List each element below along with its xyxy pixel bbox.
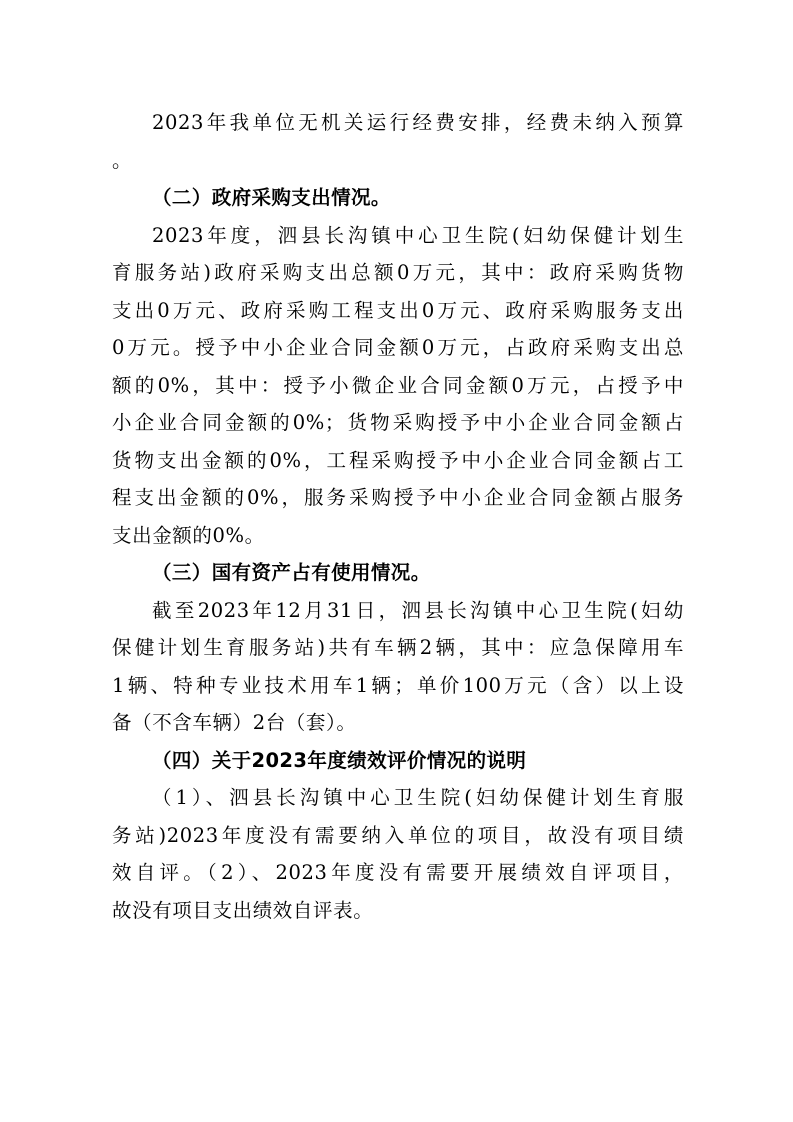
paragraph-performance <box>112 779 684 929</box>
body-line: 截至2023年12月31日，泗县长沟镇中心卫生院(妇幼 <box>152 598 684 622</box>
body-line: 备（不含车辆）2台（套）。 <box>112 711 357 734</box>
body-line: 2023年我单位无机关运行经费安排，经费未纳入预算 <box>152 111 684 134</box>
paragraph-state-assets <box>112 592 684 742</box>
body-line: 2023年度，泗县长沟镇中心卫生院(妇幼保健计划生 <box>152 223 684 247</box>
body-line: （1）、泗县长沟镇中心卫生院(妇幼保健计划生育服 <box>152 786 684 809</box>
document-page <box>112 104 684 929</box>
body-line: 育服务站)政府采购支出总额0万元，其中：政府采购货物 <box>112 261 684 284</box>
section-heading-state-assets: （三）国有资产占有使用情况。 <box>152 561 431 584</box>
body-line: 1辆、特种专业技术用车1辆；单价100万元（含）以上设 <box>112 673 684 697</box>
body-line: 效自评。（2）、2023年度没有需要开展绩效自评项目， <box>112 861 684 884</box>
body-line: 故没有项目支出绩效自评表。 <box>112 898 374 922</box>
body-line: 0万元。授予中小企业合同金额0万元，占政府采购支出总 <box>112 336 684 359</box>
paragraph-procurement <box>112 217 684 555</box>
body-line: 支出金额的0%。 <box>112 523 265 547</box>
body-line: 小企业合同金额的0%；货物采购授予中小企业合同金额占 <box>112 411 684 434</box>
body-line: 支出0万元、政府采购工程支出0万元、政府采购服务支出 <box>112 298 684 322</box>
body-line: 额的0%，其中：授予小微企业合同金额0万元，占授予中 <box>112 373 684 397</box>
body-line: 务站)2023年度没有需要纳入单位的项目，故没有项目绩 <box>112 823 684 847</box>
body-line: 程支出金额的0%，服务采购授予中小企业合同金额占服务 <box>112 486 684 509</box>
section-heading-procurement: （二）政府采购支出情况。 <box>152 186 391 209</box>
body-line: 保健计划生育服务站)共有车辆2辆，其中：应急保障用车 <box>112 636 684 659</box>
section-heading-performance: （四）关于2023年度绩效评价情况的说明 <box>152 748 527 772</box>
paragraph-no-operating-funds <box>112 104 684 179</box>
body-line: 。 <box>112 148 133 172</box>
body-line: 货物支出金额的0%，工程采购授予中小企业合同金额占工 <box>112 448 684 472</box>
